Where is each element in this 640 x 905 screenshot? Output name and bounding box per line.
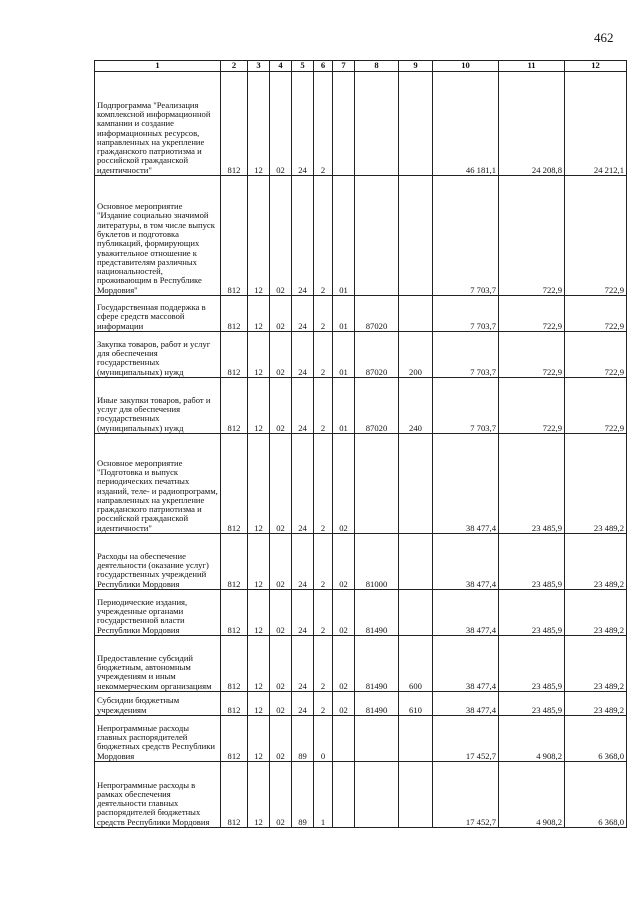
cell-subprogram: 2: [314, 296, 333, 332]
cell-section: 12: [248, 378, 270, 434]
row-name: Расходы на обеспечение деятельности (оказание услуг) государственных учреждений Республики Мордовия: [95, 534, 221, 590]
row-name: Государственная поддержка в сфере средств массовой информации: [95, 296, 221, 332]
cell-expense-type: 240: [399, 378, 433, 434]
cell-expense-type: [399, 534, 433, 590]
cell-admin-code: 812: [221, 378, 248, 434]
cell-direction: 81490: [355, 636, 399, 692]
cell-event: 02: [333, 636, 355, 692]
cell-expense-type: [399, 176, 433, 296]
cell-amount-11: 722,9: [499, 332, 565, 378]
header-cell: 1: [95, 61, 221, 72]
cell-amount-12: 23 489,2: [565, 434, 627, 534]
cell-direction: [355, 176, 399, 296]
cell-expense-type: [399, 434, 433, 534]
cell-amount-11: 722,9: [499, 176, 565, 296]
header-cell: 10: [433, 61, 499, 72]
table-row: [95, 590, 627, 636]
cell-direction: 81000: [355, 534, 399, 590]
cell-amount-12: 722,9: [565, 378, 627, 434]
header-cell: 12: [565, 61, 627, 72]
cell-subprogram: 2: [314, 636, 333, 692]
cell-direction: 81490: [355, 590, 399, 636]
cell-section: 12: [248, 590, 270, 636]
cell-program: 24: [292, 434, 314, 534]
row-name: Непрограммные расходы в рамках обеспечения деятельности главных распорядителей бюджетных средств Республики Мордовия: [95, 762, 221, 828]
cell-subprogram: 2: [314, 176, 333, 296]
row-name: Основное мероприятие "Подготовка и выпуск периодических печатных изданий, теле- и радиопрограмм, направленных на укрепление гражданского патриотизма и российской гражданской идентичности": [95, 434, 221, 534]
table-row: [95, 332, 627, 378]
row-name: Предоставление субсидий бюджетным, автономным учреждениям и иным некоммерческим организациям: [95, 636, 221, 692]
cell-subsection: 02: [270, 636, 292, 692]
cell-amount-11: 23 485,9: [499, 590, 565, 636]
table-row: [95, 534, 627, 590]
cell-expense-type: [399, 296, 433, 332]
cell-program: 24: [292, 590, 314, 636]
cell-admin-code: 812: [221, 716, 248, 762]
cell-event: [333, 762, 355, 828]
cell-program: 24: [292, 534, 314, 590]
cell-subprogram: 2: [314, 590, 333, 636]
cell-admin-code: 812: [221, 434, 248, 534]
cell-subsection: 02: [270, 590, 292, 636]
header-row: [95, 61, 627, 72]
cell-subsection: 02: [270, 762, 292, 828]
cell-subsection: 02: [270, 716, 292, 762]
cell-direction: 87020: [355, 378, 399, 434]
row-name: Подпрограмма "Реализация комплексной информационной кампании и создание информационных ресурсов, направленных на укрепление гражданского патриотизма и российской гражданской идентичности": [95, 72, 221, 176]
cell-admin-code: 812: [221, 762, 248, 828]
cell-section: 12: [248, 534, 270, 590]
cell-subprogram: 2: [314, 332, 333, 378]
cell-amount-10: 46 181,1: [433, 72, 499, 176]
cell-amount-10: 7 703,7: [433, 332, 499, 378]
cell-amount-10: 7 703,7: [433, 176, 499, 296]
cell-section: 12: [248, 296, 270, 332]
table-row: [95, 72, 627, 176]
cell-subsection: 02: [270, 332, 292, 378]
cell-amount-10: 17 452,7: [433, 762, 499, 828]
cell-amount-12: 722,9: [565, 176, 627, 296]
header-cell: 9: [399, 61, 433, 72]
cell-amount-11: 23 485,9: [499, 636, 565, 692]
table-row: [95, 636, 627, 692]
cell-subsection: 02: [270, 296, 292, 332]
cell-subsection: 02: [270, 176, 292, 296]
table-row: [95, 434, 627, 534]
cell-direction: [355, 762, 399, 828]
cell-admin-code: 812: [221, 692, 248, 716]
cell-expense-type: [399, 762, 433, 828]
cell-section: 12: [248, 692, 270, 716]
cell-direction: 81490: [355, 692, 399, 716]
cell-amount-11: 4 908,2: [499, 716, 565, 762]
cell-amount-10: 7 703,7: [433, 296, 499, 332]
cell-event: 01: [333, 296, 355, 332]
header-cell: 8: [355, 61, 399, 72]
header-cell: 4: [270, 61, 292, 72]
cell-amount-11: 4 908,2: [499, 762, 565, 828]
cell-amount-11: 722,9: [499, 296, 565, 332]
cell-expense-type: 610: [399, 692, 433, 716]
cell-amount-10: 38 477,4: [433, 590, 499, 636]
cell-section: 12: [248, 72, 270, 176]
table-row: [95, 176, 627, 296]
cell-section: 12: [248, 636, 270, 692]
cell-amount-10: 38 477,4: [433, 636, 499, 692]
cell-event: 01: [333, 378, 355, 434]
cell-amount-12: 23 489,2: [565, 692, 627, 716]
cell-program: 89: [292, 762, 314, 828]
header-cell: 5: [292, 61, 314, 72]
table-row: [95, 378, 627, 434]
cell-admin-code: 812: [221, 176, 248, 296]
table-row: [95, 296, 627, 332]
cell-expense-type: [399, 716, 433, 762]
cell-program: 24: [292, 296, 314, 332]
cell-section: 12: [248, 762, 270, 828]
cell-amount-10: 38 477,4: [433, 434, 499, 534]
cell-amount-11: 23 485,9: [499, 434, 565, 534]
cell-amount-12: 23 489,2: [565, 534, 627, 590]
row-name: Закупка товаров, работ и услуг для обеспечения государственных (муниципальных) нужд: [95, 332, 221, 378]
cell-amount-10: 17 452,7: [433, 716, 499, 762]
cell-amount-11: 24 208,8: [499, 72, 565, 176]
cell-section: 12: [248, 434, 270, 534]
cell-amount-11: 23 485,9: [499, 692, 565, 716]
cell-subsection: 02: [270, 692, 292, 716]
cell-subprogram: 2: [314, 692, 333, 716]
cell-subsection: 02: [270, 534, 292, 590]
cell-event: 02: [333, 692, 355, 716]
cell-admin-code: 812: [221, 636, 248, 692]
cell-event: 01: [333, 332, 355, 378]
cell-amount-12: 6 368,0: [565, 716, 627, 762]
cell-expense-type: 200: [399, 332, 433, 378]
cell-section: 12: [248, 332, 270, 378]
cell-admin-code: 812: [221, 590, 248, 636]
cell-admin-code: 812: [221, 296, 248, 332]
header-cell: 2: [221, 61, 248, 72]
cell-program: 24: [292, 72, 314, 176]
cell-amount-12: 23 489,2: [565, 636, 627, 692]
row-name: Основное мероприятие "Издание социально значимой литературы, в том числе выпуск буклетов и подготовка публикаций, формирующих уважительное отношение к представителям различных национальностей, проживающим в Республике Мордовия": [95, 176, 221, 296]
cell-expense-type: 600: [399, 636, 433, 692]
cell-direction: 87020: [355, 332, 399, 378]
cell-subprogram: 2: [314, 534, 333, 590]
cell-program: 24: [292, 378, 314, 434]
cell-amount-12: 6 368,0: [565, 762, 627, 828]
cell-amount-11: 23 485,9: [499, 534, 565, 590]
cell-direction: [355, 716, 399, 762]
cell-amount-12: 722,9: [565, 332, 627, 378]
cell-program: 24: [292, 692, 314, 716]
cell-expense-type: [399, 590, 433, 636]
cell-program: 24: [292, 332, 314, 378]
cell-direction: [355, 434, 399, 534]
cell-program: 24: [292, 636, 314, 692]
cell-amount-12: 24 212,1: [565, 72, 627, 176]
table-row: [95, 762, 627, 828]
cell-amount-12: 722,9: [565, 296, 627, 332]
header-cell: 3: [248, 61, 270, 72]
cell-section: 12: [248, 176, 270, 296]
cell-amount-12: 23 489,2: [565, 590, 627, 636]
cell-direction: [355, 72, 399, 176]
row-name: Непрограммные расходы главных распорядителей бюджетных средств Республики Мордовия: [95, 716, 221, 762]
header-cell: 11: [499, 61, 565, 72]
cell-amount-10: 38 477,4: [433, 534, 499, 590]
table-row: [95, 692, 627, 716]
row-name: Субсидии бюджетным учреждениям: [95, 692, 221, 716]
cell-amount-10: 38 477,4: [433, 692, 499, 716]
cell-subprogram: 2: [314, 434, 333, 534]
cell-direction: 87020: [355, 296, 399, 332]
cell-event: 01: [333, 176, 355, 296]
cell-subsection: 02: [270, 434, 292, 534]
cell-admin-code: 812: [221, 534, 248, 590]
cell-subprogram: 2: [314, 72, 333, 176]
cell-subprogram: 1: [314, 762, 333, 828]
header-cell: 7: [333, 61, 355, 72]
cell-event: 02: [333, 434, 355, 534]
cell-event: [333, 72, 355, 176]
cell-expense-type: [399, 72, 433, 176]
cell-program: 24: [292, 176, 314, 296]
cell-subsection: 02: [270, 378, 292, 434]
cell-event: [333, 716, 355, 762]
cell-amount-10: 7 703,7: [433, 378, 499, 434]
table-row: [95, 716, 627, 762]
budget-table: [94, 60, 627, 828]
cell-admin-code: 812: [221, 332, 248, 378]
cell-event: 02: [333, 590, 355, 636]
row-name: Иные закупки товаров, работ и услуг для обеспечения государственных (муниципальных) нужд: [95, 378, 221, 434]
cell-event: 02: [333, 534, 355, 590]
cell-admin-code: 812: [221, 72, 248, 176]
cell-amount-11: 722,9: [499, 378, 565, 434]
page-number: 462: [594, 30, 614, 45]
cell-program: 89: [292, 716, 314, 762]
row-name: Периодические издания, учрежденные органами государственной власти Республики Мордовия: [95, 590, 221, 636]
header-cell: 6: [314, 61, 333, 72]
cell-subprogram: 2: [314, 378, 333, 434]
cell-section: 12: [248, 716, 270, 762]
cell-subsection: 02: [270, 72, 292, 176]
cell-subprogram: 0: [314, 716, 333, 762]
